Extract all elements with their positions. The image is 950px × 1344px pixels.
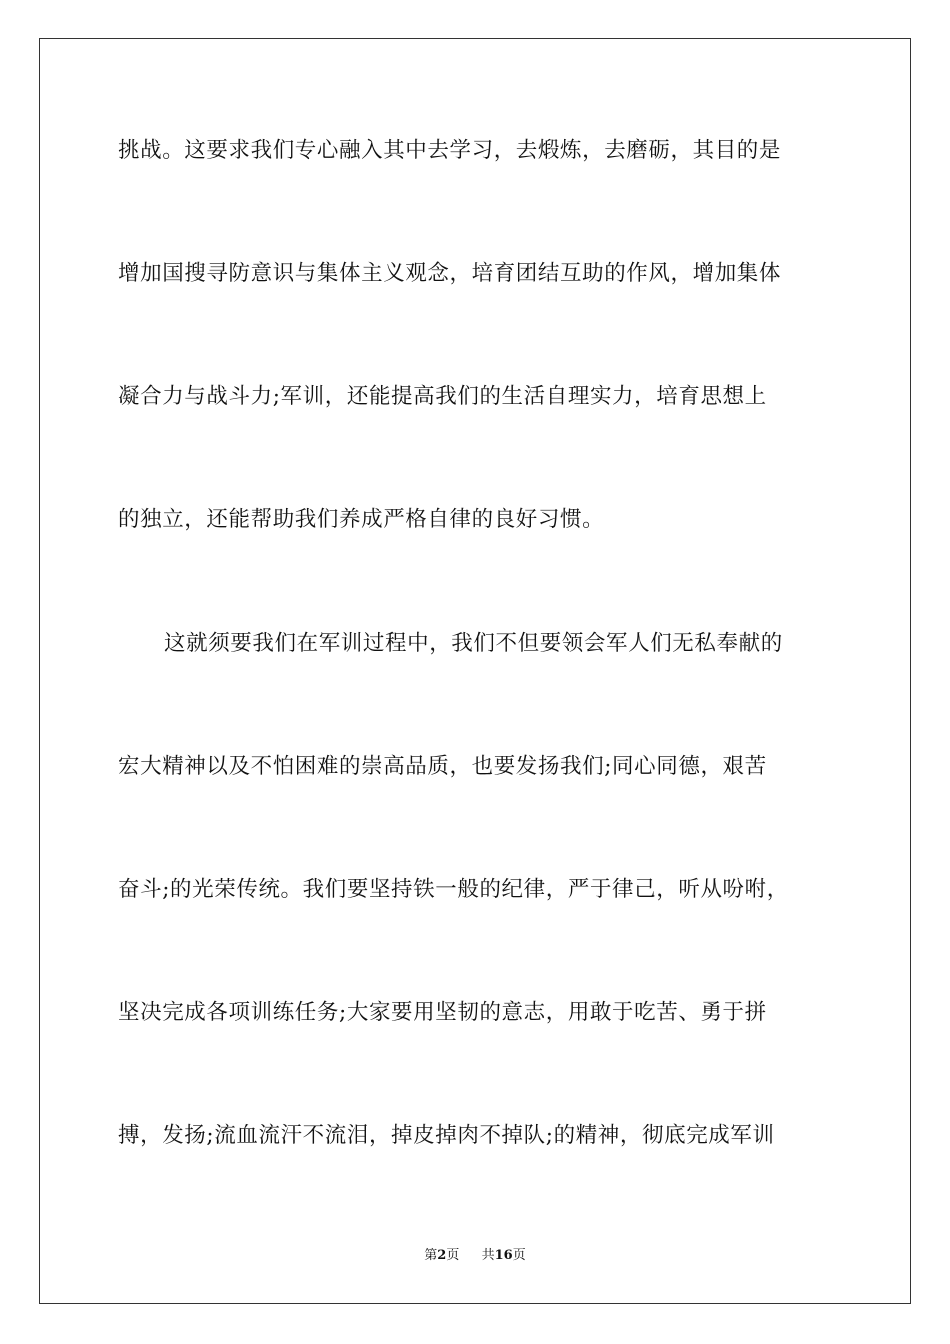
text-line-2: 增加国搜寻防意识与集体主义观念，培育团结互助的作风，增加集体: [118, 261, 782, 286]
page-footer: [0, 1247, 950, 1265]
text-line-8: 坚决完成各项训练任务;大家要用坚韧的意志，用敢于吃苦、勇于拼: [118, 1000, 767, 1025]
text-line-1: 挑战。这要求我们专心融入其中去学习，去煅炼，去磨砺，其目的是: [118, 138, 782, 163]
page-prefix: 第: [424, 1248, 438, 1263]
text-line-5-paragraph-start: 这就须要我们在军训过程中，我们不但要领会军人们无私奉献的: [164, 631, 783, 656]
text-line-7: 奋斗;的光荣传统。我们要坚持铁一般的纪律，严于律己，听从吩咐，: [118, 877, 789, 902]
text-line-9: 搏，发扬;流血流汗不流泪，掉皮掉肉不掉队;的精神，彻底完成军训: [118, 1123, 775, 1148]
text-line-6: 宏大精神以及不怕困难的崇高品质，也要发扬我们;同心同德，艰苦: [118, 754, 767, 779]
page-number: 2: [437, 1248, 447, 1263]
page-border: [39, 38, 911, 1304]
page-suffix: 页: [446, 1248, 460, 1263]
total-prefix: 共: [481, 1248, 495, 1263]
text-line-4: 的独立，还能帮助我们养成严格自律的良好习惯。: [118, 507, 605, 532]
text-line-3: 凝合力与战斗力;军训，还能提高我们的生活自理实力，培育思想上: [118, 384, 767, 409]
total-pages: 16: [494, 1248, 513, 1263]
total-suffix: 页: [512, 1248, 526, 1263]
total-label: [482, 1247, 526, 1265]
page-label: [424, 1247, 459, 1265]
